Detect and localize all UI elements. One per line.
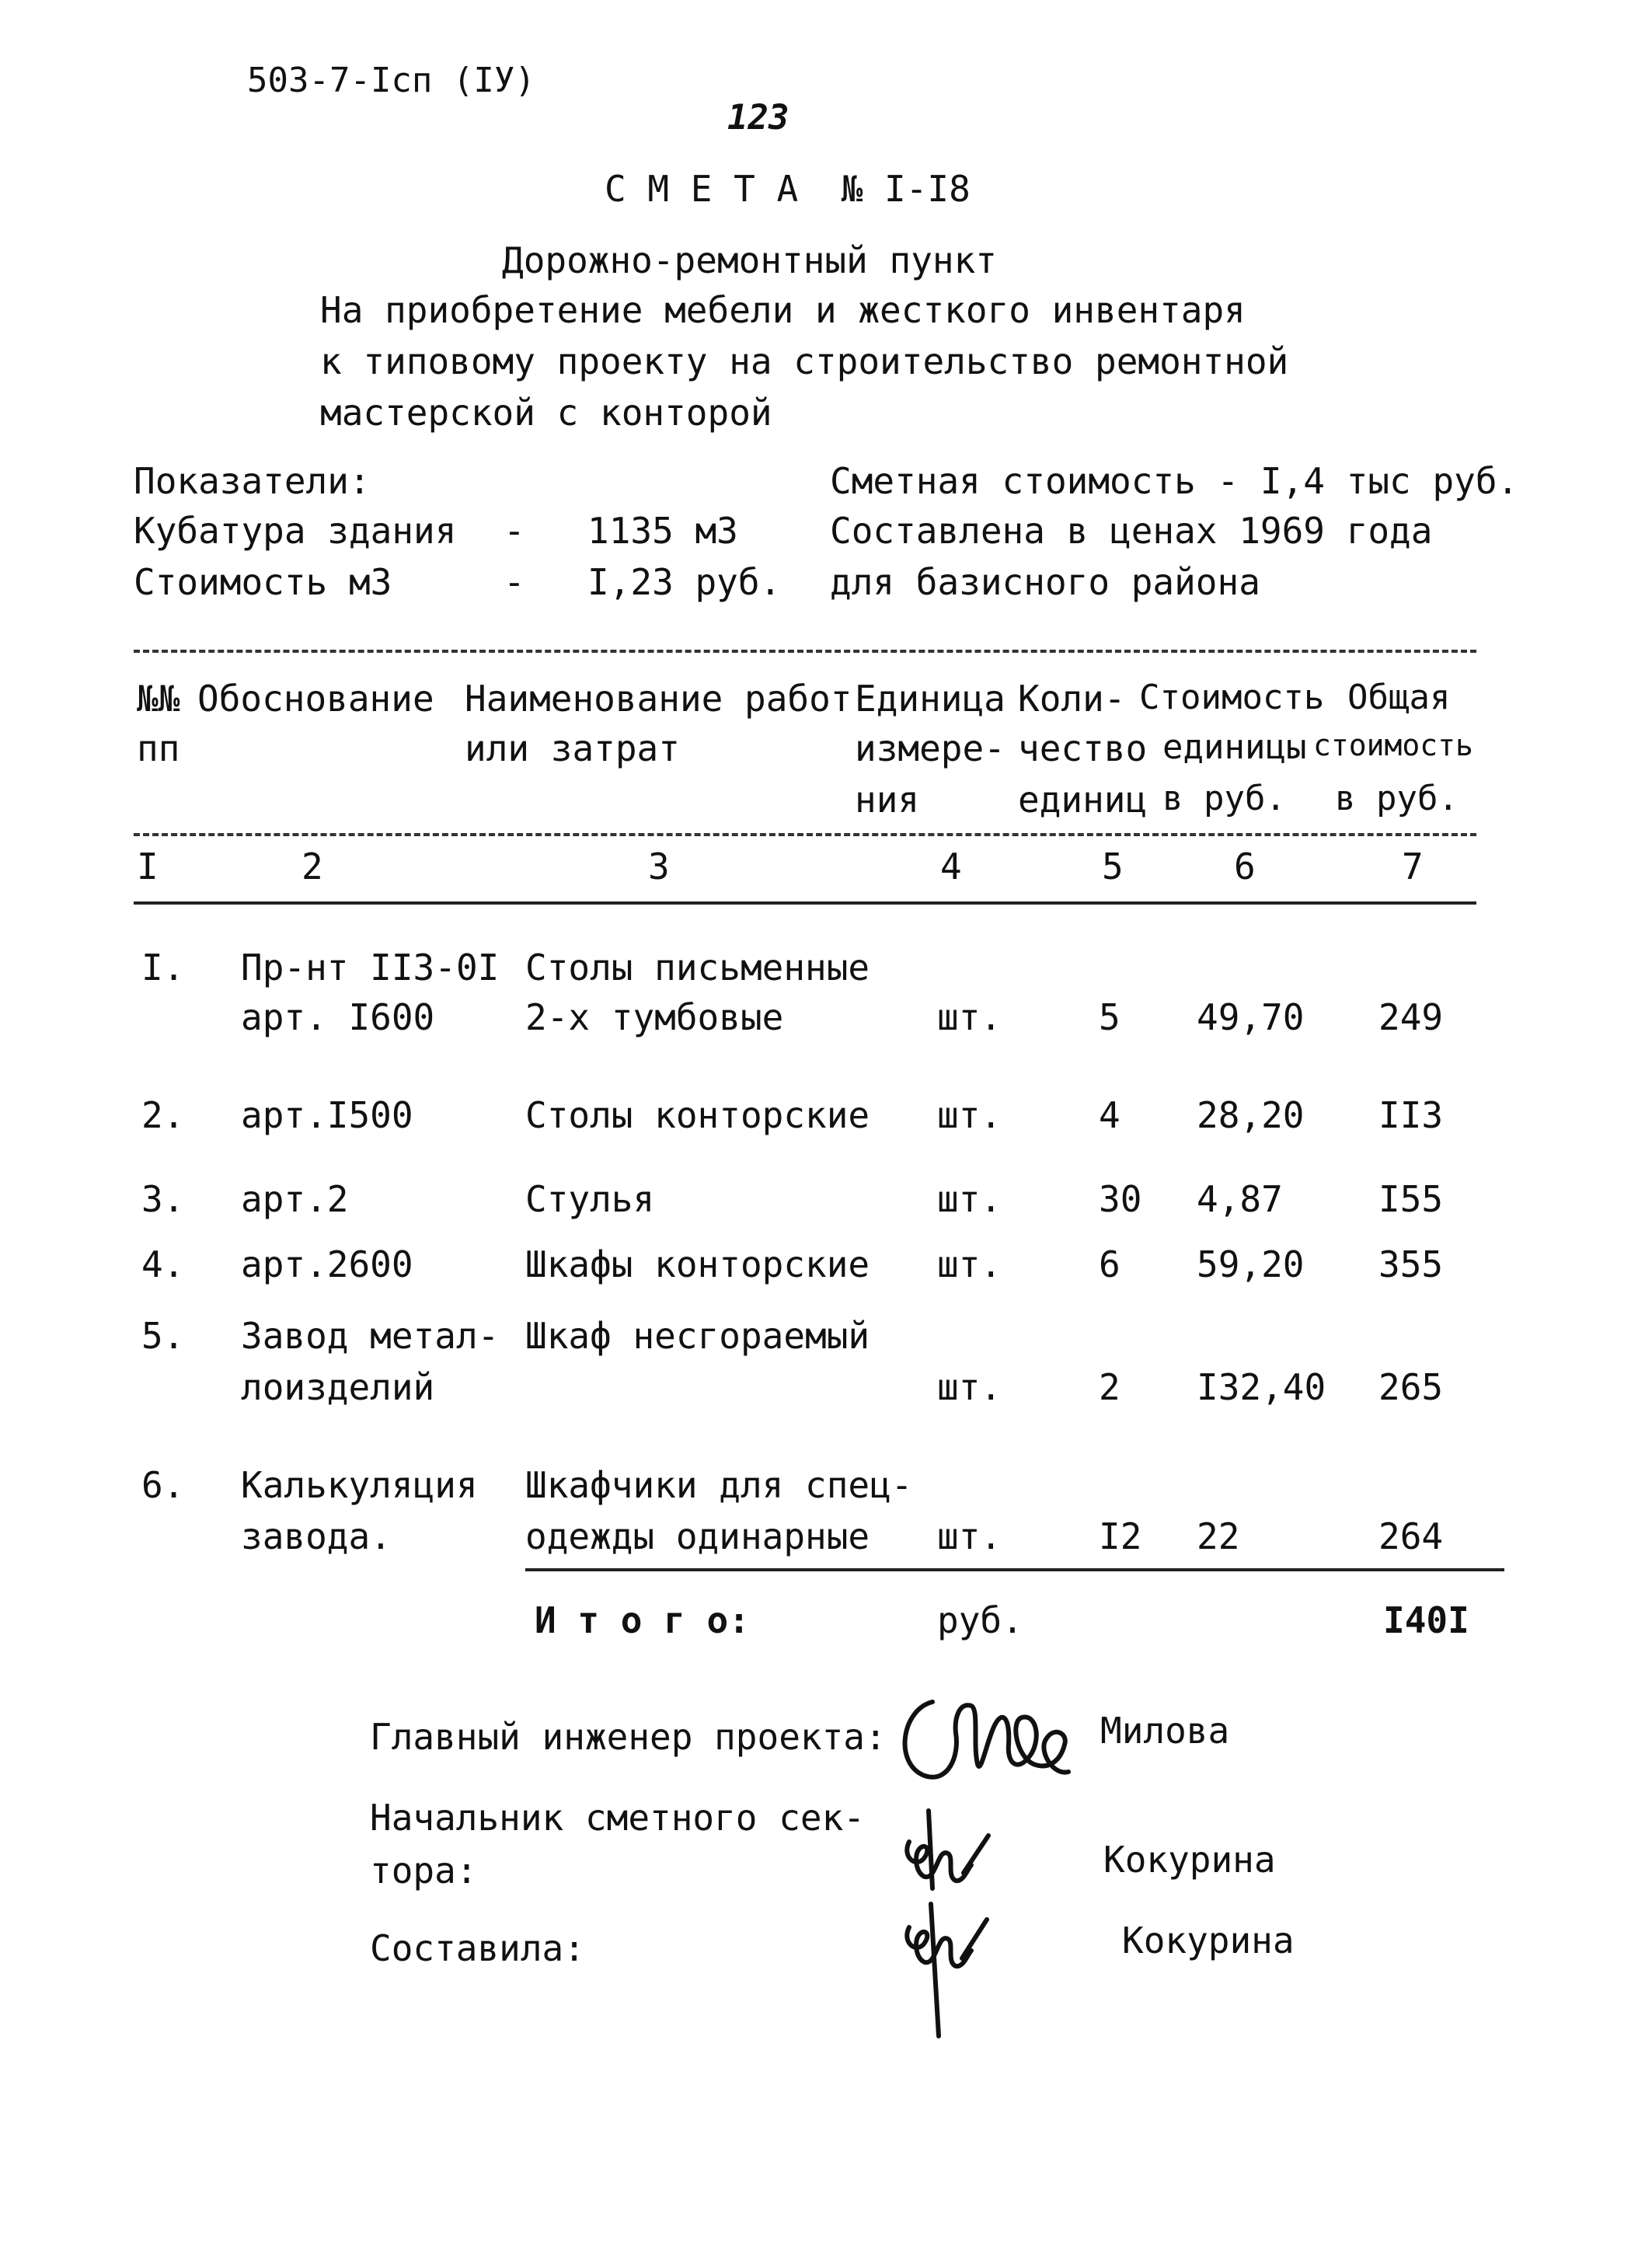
row-number: 6. — [141, 1464, 185, 1506]
header-name-2: или затрат — [465, 727, 680, 769]
header-unit-3: ния — [855, 779, 920, 821]
cost-per-m3-dash: - — [504, 561, 525, 603]
indicators-heading: Показатели: — [134, 460, 371, 502]
row-name-line-1: Шкафы конторские — [525, 1243, 870, 1285]
prices-line: Составлена в ценах 1969 года — [830, 510, 1433, 552]
total-unit: руб. — [937, 1599, 1023, 1641]
header-name-1: Наименование работ — [465, 678, 852, 720]
row-quantity: 4 — [1099, 1094, 1121, 1136]
total-value: I40I — [1383, 1599, 1469, 1641]
header-unit-1: Единица — [855, 678, 1005, 720]
row-unit-price: 22 — [1197, 1515, 1240, 1557]
row-total: 249 — [1378, 996, 1444, 1038]
row-number: 2. — [141, 1094, 185, 1136]
purpose-line-2: к типовому проекту на строительство ремонтной — [320, 340, 1289, 382]
volume-dash: - — [504, 510, 525, 552]
row-name-line-2: 2-х тумбовые — [525, 996, 784, 1038]
row-unit: шт. — [937, 1243, 1002, 1285]
row-name-line-1: Шкаф несгораемый — [525, 1315, 870, 1357]
header-total-2: стоимость — [1313, 728, 1473, 762]
column-number: I — [137, 846, 159, 887]
row-unit-price: 49,70 — [1197, 996, 1305, 1038]
column-number: 6 — [1234, 846, 1256, 887]
sector-head-name: Кокурина — [1103, 1839, 1276, 1881]
header-bottom-rule — [134, 833, 1476, 836]
row-total: II3 — [1378, 1094, 1444, 1136]
row-unit-price: 28,20 — [1197, 1094, 1305, 1136]
row-number: 4. — [141, 1243, 185, 1285]
object-name: Дорожно-ремонтный пункт — [502, 239, 997, 281]
header-unit-2: измере- — [855, 727, 1005, 769]
header-num-2: пп — [137, 727, 180, 769]
row-basis-line-1: Завод метал- — [241, 1315, 500, 1357]
row-total: 355 — [1378, 1243, 1444, 1285]
header-qty-3: единиц — [1018, 779, 1148, 821]
row-quantity: 2 — [1099, 1366, 1121, 1408]
row-unit-price: 59,20 — [1197, 1243, 1305, 1285]
header-price-1: Стоимость — [1139, 678, 1325, 717]
row-basis-line-1: Калькуляция — [241, 1464, 478, 1506]
estimated-cost: Сметная стоимость - I,4 тыс руб. — [830, 460, 1519, 502]
page-number: 123 — [727, 98, 789, 138]
column-numbers-rule — [134, 901, 1476, 905]
sector-head-role-line-1: Начальник сметного сек- — [370, 1797, 865, 1839]
column-number: 4 — [940, 846, 962, 887]
column-number: 3 — [648, 846, 670, 887]
header-basis: Обоснование — [197, 678, 434, 720]
handwritten-signature — [886, 1671, 1080, 1795]
row-unit: шт. — [937, 1515, 1002, 1557]
row-number: I. — [141, 947, 185, 989]
row-basis-line-2: арт. I600 — [241, 996, 435, 1038]
row-unit: шт. — [937, 996, 1002, 1038]
header-num-1: №№ — [137, 678, 180, 720]
column-number: 7 — [1402, 846, 1424, 887]
row-total: I55 — [1378, 1178, 1444, 1220]
row-name-line-1: Столы конторские — [525, 1094, 870, 1136]
row-basis-line-1: арт.2600 — [241, 1243, 413, 1285]
header-price-2: единицы — [1162, 727, 1307, 767]
handwritten-signature — [855, 1881, 1010, 2059]
column-number: 5 — [1102, 846, 1124, 887]
estimate-title: С М Е Т А № I-I8 — [605, 168, 971, 210]
row-basis-line-1: Пр-нт II3-0I — [241, 947, 500, 989]
row-number: 3. — [141, 1178, 185, 1220]
header-qty-1: Коли- — [1018, 678, 1126, 720]
row-quantity: 5 — [1099, 996, 1121, 1038]
header-price-3: в руб. — [1162, 779, 1286, 818]
header-total-1: Общая — [1347, 678, 1451, 717]
row-basis-line-1: арт.I500 — [241, 1094, 413, 1136]
row-name-line-1: Столы письменные — [525, 947, 870, 989]
purpose-line-1: На приобретение мебели и жесткого инвентаря — [320, 289, 1246, 331]
cost-per-m3-value: I,23 руб. — [587, 561, 782, 603]
chief-engineer-name: Милова — [1100, 1710, 1230, 1752]
row-unit-price: 4,87 — [1197, 1178, 1283, 1220]
sector-head-role-line-2: тора: — [370, 1850, 478, 1892]
row-unit-price: I32,40 — [1197, 1366, 1326, 1408]
document-code: 503-7-Iсп (IУ) — [247, 61, 535, 100]
row-name-line-2: одежды одинарные — [525, 1515, 870, 1557]
table-top-rule — [134, 650, 1476, 653]
row-total: 265 — [1378, 1366, 1444, 1408]
total-rule — [525, 1568, 1504, 1571]
row-unit: шт. — [937, 1366, 1002, 1408]
purpose-line-3: мастерской с конторой — [320, 392, 772, 434]
row-basis-line-1: арт.2 — [241, 1178, 349, 1220]
total-label: И т о г о: — [535, 1599, 750, 1641]
row-quantity: 6 — [1099, 1243, 1121, 1285]
row-unit: шт. — [937, 1178, 1002, 1220]
row-quantity: 30 — [1099, 1178, 1142, 1220]
compiler-name: Кокурина — [1122, 1919, 1295, 1961]
compiled-by-role: Составила: — [370, 1927, 585, 1969]
region-line: для базисного района — [830, 561, 1260, 603]
row-name-line-1: Стулья — [525, 1178, 655, 1220]
row-name-line-1: Шкафчики для спец- — [525, 1464, 913, 1506]
header-qty-2: чество — [1018, 727, 1148, 769]
row-total: 264 — [1378, 1515, 1444, 1557]
cost-per-m3-label: Стоимость м3 — [134, 561, 392, 603]
row-number: 5. — [141, 1315, 185, 1357]
volume-value: 1135 м3 — [587, 510, 738, 552]
row-unit: шт. — [937, 1094, 1002, 1136]
volume-label: Кубатура здания — [134, 510, 457, 552]
row-basis-line-2: лоизделий — [241, 1366, 435, 1408]
column-number: 2 — [301, 846, 323, 887]
chief-engineer-role: Главный инженер проекта: — [370, 1716, 887, 1758]
row-quantity: I2 — [1099, 1515, 1142, 1557]
header-total-3: в руб. — [1335, 779, 1459, 818]
row-basis-line-2: завода. — [241, 1515, 392, 1557]
